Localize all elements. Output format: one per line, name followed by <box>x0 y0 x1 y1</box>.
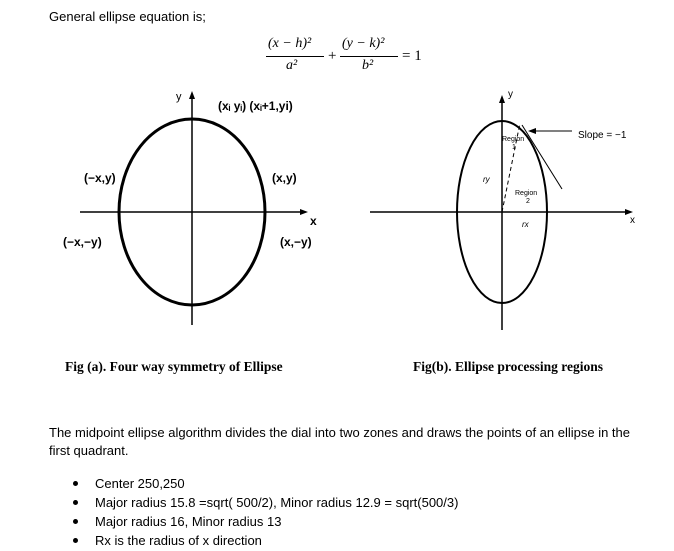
fig-a-y-arrow-icon <box>189 91 195 99</box>
fig-b-ry-label: ry <box>483 175 490 184</box>
fig-a-x-label: x <box>310 214 317 228</box>
fig-a-point-top-left: (−x,y) <box>84 171 116 185</box>
intro-text: General ellipse equation is; <box>49 9 206 24</box>
fig-a-caption: Fig (a). Four way symmetry of Ellipse <box>65 359 283 374</box>
fig-a-x-arrow-icon <box>300 209 308 215</box>
eq-fraction-bar-2 <box>340 56 398 57</box>
fig-b-rx-label: rx <box>522 220 529 229</box>
eq-term1-denominator: a² <box>286 58 298 73</box>
list-item: Major radius 16, Minor radius 13 <box>49 512 458 531</box>
fig-b-slope-arrow-icon <box>528 128 536 134</box>
list-item: Center 250,250 <box>49 474 458 493</box>
bullet-list <box>49 474 458 550</box>
eq-term2-numerator: (y − k)² <box>342 36 385 51</box>
list-item: Rx is the radius of x direction <box>49 531 458 550</box>
ellipse-equation <box>262 36 442 80</box>
fig-b-region1-number: 1 <box>512 144 516 151</box>
eq-term2-denominator: b² <box>362 58 374 73</box>
fig-a-diagram <box>0 85 340 335</box>
eq-fraction-bar-1 <box>266 56 324 57</box>
fig-a-point-bottom-right: (x,−y) <box>280 235 312 249</box>
fig-b-tangent-line <box>522 125 562 189</box>
list-item: Major radius 15.8 =sqrt( 500/2), Minor radius 12.9 = sqrt(500/3) <box>49 493 458 512</box>
fig-b-y-label: y <box>508 89 513 100</box>
fig-b-slope-label: Slope = −1 <box>578 130 627 141</box>
fig-b-region2-number: 2 <box>526 198 530 205</box>
fig-b-region1-title: Region <box>502 136 525 143</box>
fig-b-caption: Fig(b). Ellipse processing regions <box>413 359 604 374</box>
fig-a-point-top-right: (x,y) <box>272 171 297 185</box>
fig-a-y-label: y <box>176 91 182 103</box>
fig-a-point-bottom-left: (−x,−y) <box>63 235 102 249</box>
fig-b-region2-title: Region <box>515 190 538 197</box>
eq-term1-numerator: (x − h)² <box>268 36 312 51</box>
eq-equals-one: = 1 <box>402 48 422 64</box>
fig-b-x-label: x <box>630 215 635 226</box>
fig-a-top-label: (xᵢ yᵢ) (xᵢ+1,yi) <box>218 99 293 113</box>
fig-b-y-arrow-icon <box>499 95 505 103</box>
description-paragraph: The midpoint ellipse algorithm divides the dial into two zones and draws the points of an ellipse in the first quadrant. <box>49 425 631 458</box>
eq-plus: + <box>328 48 337 64</box>
fig-b-diagram <box>340 85 674 335</box>
